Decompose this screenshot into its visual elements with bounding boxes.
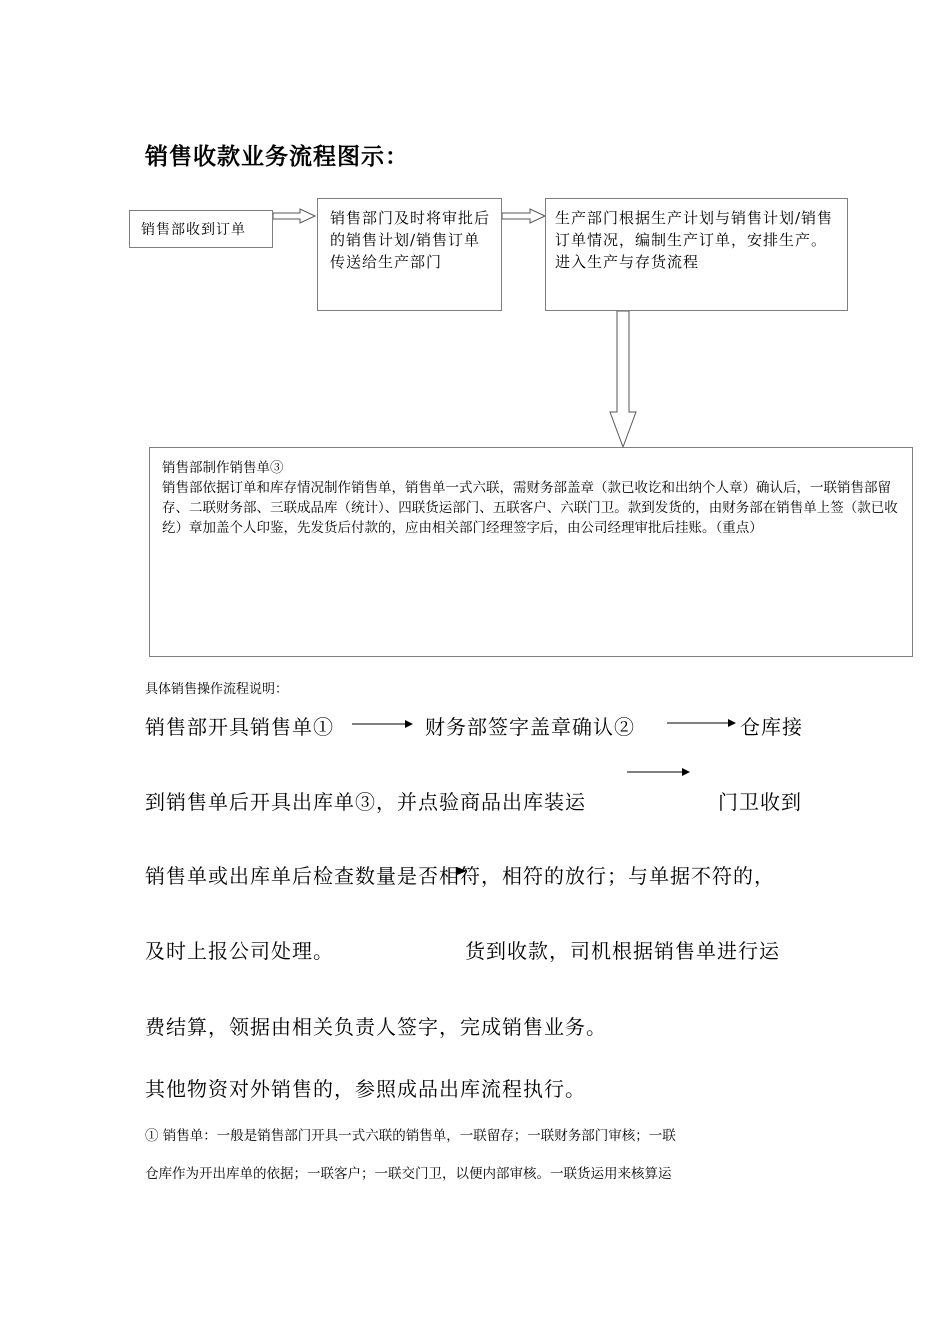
process-intro: 具体销售操作流程说明：: [145, 682, 289, 697]
inline-arrow-3: [627, 768, 690, 776]
process-line-4a: 及时上报公司处理。: [145, 939, 334, 963]
footnote-line-1: ① 销售单：一般是销售部门开具一式六联的销售单，一联留存；一联财务部门审核；一联: [145, 1128, 676, 1144]
flow-box-sales-slip: [149, 447, 913, 657]
flow-box-production: 生产部门根据生产计划与销售计划/销售订单情况，编制生产订单，安排生产。进入生产与存货流程: [545, 198, 848, 311]
step-gatekeeper: 门卫收到: [718, 790, 802, 814]
arrow-right-2: [502, 209, 545, 223]
inline-arrow-1: [352, 720, 413, 728]
page-title: 销售收款业务流程图示：: [145, 144, 409, 170]
footnote-line-2: 仓库作为开出库单的依据；一联客户；一联交门卫，以便内部审核。一联货运用来核算运: [145, 1166, 672, 1182]
step-warehouse: 仓库接: [740, 715, 803, 739]
step-finance-confirm: 财务部签字盖章确认②: [425, 715, 635, 739]
flow-box-receive-order: 销售部收到订单: [129, 210, 273, 248]
sales-slip-body: 销售部依据订单和库存情况制作销售单，销售单一式六联，需财务部盖章（款已收讫和出纳个人章）确认后，一联销售部留存、二联财务部、三联成品库（统计）、四联货运部门、五联客户、六联门卫。款到发货的，由财务部在销售单上签（款已收纥）章加盖个人印鉴，先发货后付款的，应由相关部门经理签字后，由公司经理审批后挂账。（重点）: [162, 480, 898, 536]
sales-slip-heading: 销售部制作销售单③: [162, 460, 284, 476]
arrow-down: [610, 311, 636, 447]
inline-arrow-2: [667, 719, 736, 727]
process-line-2: 到销售单后开具出库单③，并点验商品出库装运: [145, 790, 586, 814]
flow-box-send-plan: 销售部门及时将审批后的销售计划/销售订单传送给生产部门: [317, 198, 502, 311]
process-line-5: 费结算，领据由相关负责人签字，完成销售业务。: [145, 1015, 607, 1039]
process-line-4b: 货到收款，司机根据销售单进行运: [465, 939, 780, 963]
process-line-3: 销售单或出库单后检查数量是否相符，相符的放行；与单据不符的，: [145, 864, 775, 888]
arrow-right-1: [273, 209, 315, 223]
step-sales-slip: 销售部开具销售单①: [145, 715, 334, 739]
process-line-6: 其他物资对外销售的，参照成品出库流程执行。: [145, 1077, 586, 1101]
